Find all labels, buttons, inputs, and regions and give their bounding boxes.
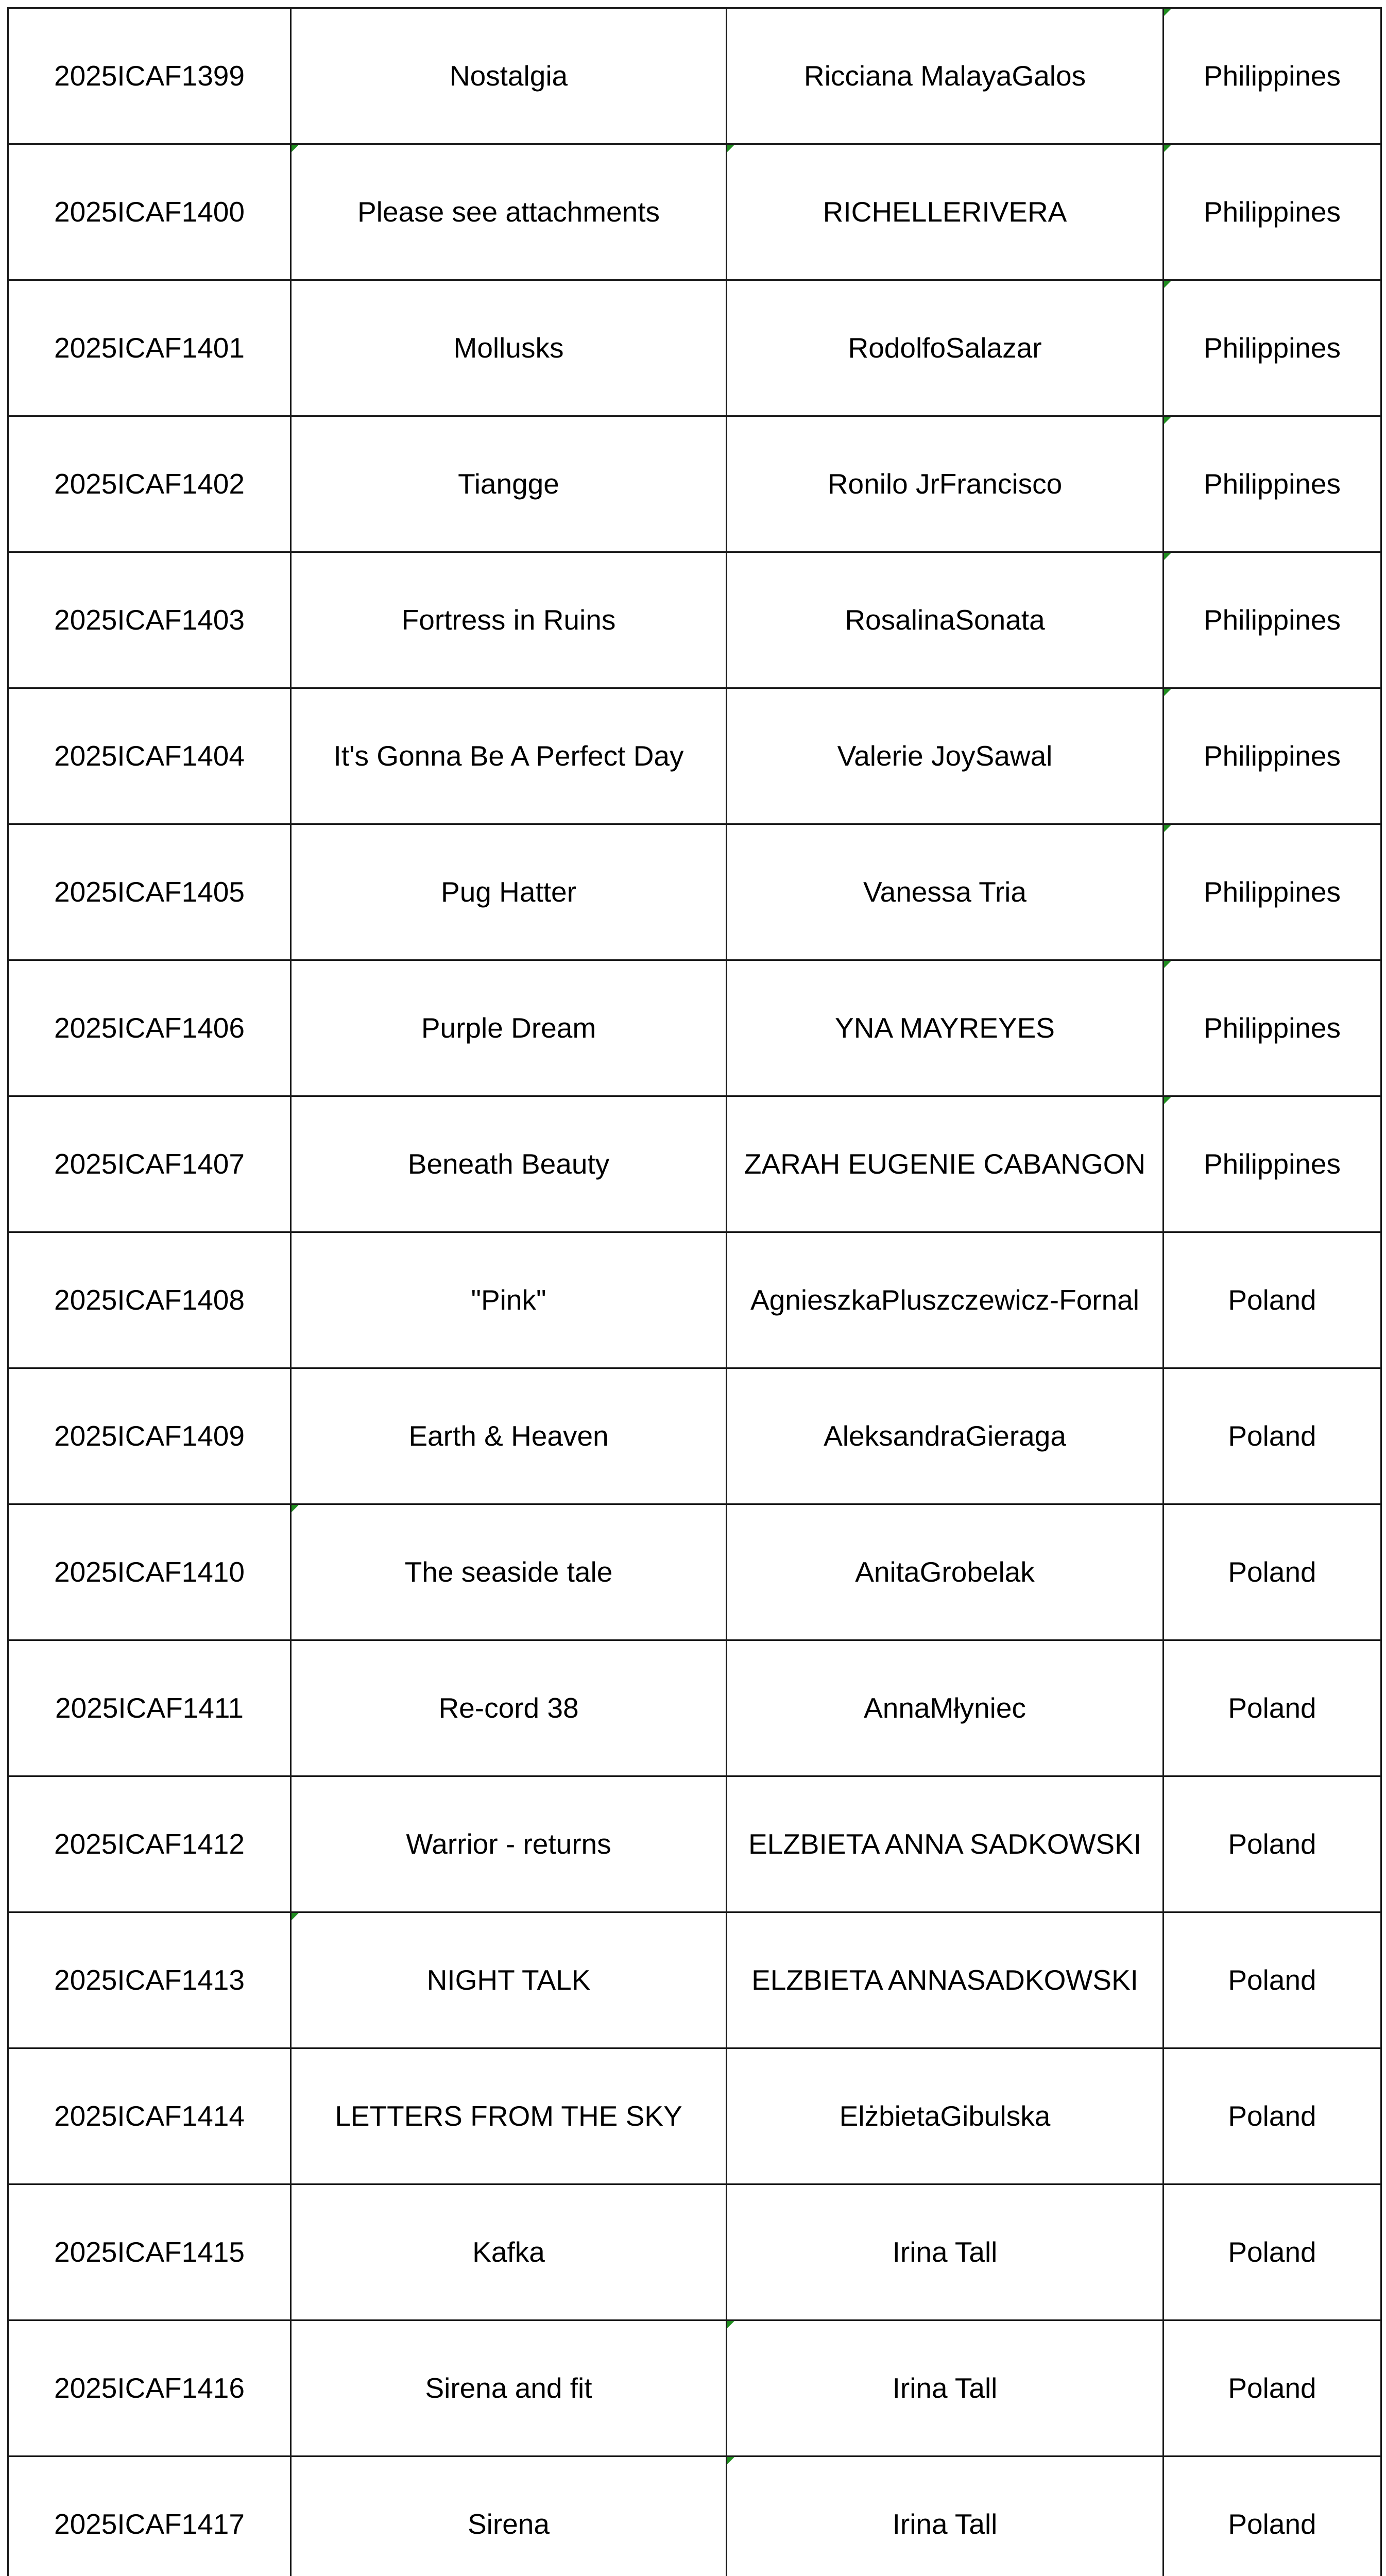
- artwork-title-cell[interactable]: [291, 1368, 727, 1504]
- artwork-title-cell[interactable]: [291, 2184, 727, 2320]
- table-row: [8, 1640, 1381, 1776]
- country-cell[interactable]: [1163, 552, 1381, 688]
- comment-indicator-icon: [727, 2457, 734, 2464]
- artwork-title-cell[interactable]: [291, 1640, 727, 1776]
- table-row: [8, 1368, 1381, 1504]
- artwork-title-cell[interactable]: [291, 144, 727, 280]
- entry-id-cell[interactable]: [8, 2320, 291, 2456]
- country-text: Philippines: [1203, 332, 1341, 364]
- artist-name-cell[interactable]: [727, 552, 1163, 688]
- artist-name-cell[interactable]: [727, 144, 1163, 280]
- entry-id-text: 2025ICAF1403: [54, 604, 245, 636]
- artist-name-text: Ronilo JrFrancisco: [827, 468, 1063, 500]
- entry-id-text: 2025ICAF1408: [54, 1284, 245, 1316]
- artist-name-text: Irina Tall: [892, 2508, 998, 2540]
- artist-name-text: RosalinaSonata: [845, 604, 1045, 636]
- artwork-title-text: Sirena: [468, 2508, 550, 2540]
- artist-name-text: AleksandraGieraga: [824, 1420, 1066, 1452]
- artist-name-text: Ricciana MalayaGalos: [803, 60, 1086, 92]
- artist-name-text: AnnaMłyniec: [864, 1692, 1026, 1724]
- artist-name-text: ELZBIETA ANNA SADKOWSKI: [748, 1828, 1142, 1860]
- entry-id-text: 2025ICAF1409: [54, 1420, 245, 1452]
- comment-indicator-icon: [1164, 281, 1171, 288]
- artist-name-cell[interactable]: [727, 688, 1163, 824]
- comment-indicator-icon: [1164, 1097, 1171, 1104]
- entry-id-text: 2025ICAF1402: [54, 468, 245, 500]
- artwork-title-text: Please see attachments: [357, 196, 660, 228]
- entry-id-text: 2025ICAF1400: [54, 196, 245, 228]
- artwork-title-cell[interactable]: [291, 2456, 727, 2576]
- country-text: Philippines: [1203, 604, 1341, 636]
- entry-id-text: 2025ICAF1414: [54, 2100, 245, 2132]
- country-text: Philippines: [1203, 1012, 1341, 1044]
- artist-name-text: ElżbietaGibulska: [839, 2100, 1051, 2132]
- entry-id-cell[interactable]: [8, 144, 291, 280]
- artist-name-text: AgnieszkaPluszczewicz-Fornal: [750, 1284, 1139, 1316]
- country-cell[interactable]: [1163, 1504, 1381, 1640]
- country-cell[interactable]: [1163, 144, 1381, 280]
- entry-id-cell[interactable]: [8, 2456, 291, 2576]
- artwork-title-text: Purple Dream: [421, 1012, 596, 1044]
- artwork-title-text: Kafka: [472, 2236, 545, 2268]
- artist-name-cell[interactable]: [727, 1096, 1163, 1232]
- entry-id-text: 2025ICAF1401: [54, 332, 245, 364]
- comment-indicator-icon: [1164, 961, 1171, 968]
- artist-name-text: Irina Tall: [892, 2372, 998, 2404]
- artwork-title-cell[interactable]: [291, 1096, 727, 1232]
- entry-id-text: 2025ICAF1416: [54, 2372, 245, 2404]
- entry-id-cell[interactable]: [8, 1504, 291, 1640]
- country-text: Poland: [1228, 2236, 1316, 2268]
- artist-name-cell[interactable]: [727, 1640, 1163, 1776]
- artwork-title-cell[interactable]: [291, 1776, 727, 1912]
- country-text: Philippines: [1203, 1148, 1341, 1180]
- artwork-title-text: It's Gonna Be A Perfect Day: [333, 740, 684, 772]
- country-cell[interactable]: [1163, 2048, 1381, 2184]
- table-row: [8, 1096, 1381, 1232]
- artwork-title-cell[interactable]: [291, 2048, 727, 2184]
- artwork-title-cell[interactable]: [291, 280, 727, 416]
- artist-name-text: YNA MAYREYES: [835, 1012, 1055, 1044]
- table-row: [8, 1232, 1381, 1368]
- entry-id-text: 2025ICAF1415: [54, 2236, 245, 2268]
- entry-id-cell[interactable]: [8, 960, 291, 1096]
- country-cell[interactable]: [1163, 2456, 1381, 2576]
- country-cell[interactable]: [1163, 688, 1381, 824]
- artwork-title-text: Re-cord 38: [438, 1692, 579, 1724]
- artwork-title-cell[interactable]: [291, 2320, 727, 2456]
- table-row: [8, 2048, 1381, 2184]
- table-row: [8, 280, 1381, 416]
- entry-id-text: 2025ICAF1412: [54, 1828, 245, 1860]
- comment-indicator-icon: [1164, 417, 1171, 424]
- artwork-title-cell[interactable]: [291, 824, 727, 960]
- entry-id-text: 2025ICAF1404: [54, 740, 245, 772]
- table-row: [8, 8, 1381, 144]
- artist-name-text: RICHELLERIVERA: [823, 196, 1067, 228]
- artist-name-cell[interactable]: [727, 1912, 1163, 2048]
- country-text: Poland: [1228, 2508, 1316, 2540]
- artist-name-cell[interactable]: [727, 824, 1163, 960]
- country-text: Poland: [1228, 1420, 1316, 1452]
- comment-indicator-icon: [292, 1913, 299, 1920]
- artwork-title-cell[interactable]: [291, 1504, 727, 1640]
- country-cell[interactable]: [1163, 960, 1381, 1096]
- comment-indicator-icon: [292, 145, 299, 152]
- artist-name-cell[interactable]: [727, 280, 1163, 416]
- entry-id-cell[interactable]: [8, 2184, 291, 2320]
- country-cell[interactable]: [1163, 1096, 1381, 1232]
- table-row: [8, 1776, 1381, 1912]
- artwork-title-text: Warrior - returns: [406, 1828, 611, 1860]
- table-row: [8, 2320, 1381, 2456]
- entry-id-cell[interactable]: [8, 280, 291, 416]
- country-cell[interactable]: [1163, 1640, 1381, 1776]
- artwork-title-text: Nostalgia: [449, 60, 568, 92]
- entry-id-text: 2025ICAF1410: [54, 1556, 245, 1588]
- country-text: Poland: [1228, 1828, 1316, 1860]
- entry-id-text: 2025ICAF1407: [54, 1148, 245, 1180]
- artwork-title-cell[interactable]: [291, 1912, 727, 2048]
- comment-indicator-icon: [292, 1505, 299, 1512]
- country-cell[interactable]: [1163, 1776, 1381, 1912]
- table-row: [8, 2184, 1381, 2320]
- entry-id-cell[interactable]: [8, 688, 291, 824]
- artist-name-cell[interactable]: [727, 1368, 1163, 1504]
- artwork-title-cell[interactable]: [291, 552, 727, 688]
- artist-name-cell[interactable]: [727, 960, 1163, 1096]
- comment-indicator-icon: [1164, 825, 1171, 832]
- country-text: Poland: [1228, 2100, 1316, 2132]
- artist-name-cell[interactable]: [727, 2320, 1163, 2456]
- country-cell[interactable]: [1163, 1232, 1381, 1368]
- artwork-title-text: Sirena and fit: [425, 2372, 592, 2404]
- comment-indicator-icon: [727, 145, 734, 152]
- comment-indicator-icon: [1164, 553, 1171, 560]
- entry-id-text: 2025ICAF1399: [54, 60, 245, 92]
- artwork-title-text: NIGHT TALK: [426, 1964, 591, 1996]
- artwork-title-text: Tiangge: [458, 468, 559, 500]
- artist-name-cell[interactable]: [727, 8, 1163, 144]
- artwork-title-text: "Pink": [471, 1284, 546, 1316]
- artist-name-text: Vanessa Tria: [863, 876, 1026, 908]
- entry-id-text: 2025ICAF1411: [55, 1692, 244, 1724]
- country-text: Philippines: [1203, 196, 1341, 228]
- entry-id-cell[interactable]: [8, 1912, 291, 2048]
- country-text: Poland: [1228, 1556, 1316, 1588]
- artist-name-cell[interactable]: [727, 416, 1163, 552]
- entry-id-cell[interactable]: [8, 1640, 291, 1776]
- country-cell[interactable]: [1163, 2184, 1381, 2320]
- comment-indicator-icon: [727, 2321, 734, 2328]
- artist-name-cell[interactable]: [727, 1776, 1163, 1912]
- country-cell[interactable]: [1163, 1368, 1381, 1504]
- artwork-title-cell[interactable]: [291, 960, 727, 1096]
- entry-id-cell[interactable]: [8, 1096, 291, 1232]
- entries-table-body: [8, 8, 1381, 2576]
- artwork-title-text: The seaside tale: [404, 1556, 613, 1588]
- country-text: Poland: [1228, 1964, 1316, 1996]
- country-text: Philippines: [1203, 60, 1341, 92]
- artwork-title-cell[interactable]: [291, 8, 727, 144]
- country-text: Poland: [1228, 1284, 1316, 1316]
- country-cell[interactable]: [1163, 416, 1381, 552]
- country-text: Poland: [1228, 1692, 1316, 1724]
- artwork-title-text: LETTERS FROM THE SKY: [335, 2100, 682, 2132]
- artwork-title-cell[interactable]: [291, 416, 727, 552]
- artwork-title-text: Fortress in Ruins: [401, 604, 616, 636]
- artwork-title-cell[interactable]: [291, 1232, 727, 1368]
- artwork-title-text: Beneath Beauty: [407, 1148, 610, 1180]
- entry-id-text: 2025ICAF1405: [54, 876, 245, 908]
- entry-id-text: 2025ICAF1406: [54, 1012, 245, 1044]
- entry-id-cell[interactable]: [8, 416, 291, 552]
- entry-id-text: 2025ICAF1413: [54, 1964, 245, 1996]
- country-text: Philippines: [1203, 740, 1341, 772]
- artwork-title-text: Mollusks: [453, 332, 564, 364]
- country-cell[interactable]: [1163, 1912, 1381, 2048]
- table-row: [8, 824, 1381, 960]
- entry-id-cell[interactable]: [8, 1776, 291, 1912]
- artist-name-text: AnitaGrobelak: [855, 1556, 1035, 1588]
- entry-id-cell[interactable]: [8, 8, 291, 144]
- artist-name-text: Valerie JoySawal: [837, 740, 1053, 772]
- comment-indicator-icon: [1164, 689, 1171, 696]
- artist-name-cell[interactable]: [727, 2184, 1163, 2320]
- country-cell[interactable]: [1163, 8, 1381, 144]
- artist-name-cell[interactable]: [727, 1504, 1163, 1640]
- entry-id-cell[interactable]: [8, 2048, 291, 2184]
- artist-name-cell[interactable]: [727, 2048, 1163, 2184]
- table-row: [8, 416, 1381, 552]
- artwork-title-text: Earth & Heaven: [408, 1420, 609, 1452]
- entries-table: [7, 7, 1382, 2576]
- comment-indicator-icon: [1164, 9, 1171, 16]
- artwork-title-cell[interactable]: [291, 688, 727, 824]
- artist-name-text: RodolfoSalazar: [848, 332, 1042, 364]
- artist-name-text: ELZBIETA ANNASADKOWSKI: [751, 1964, 1138, 1996]
- table-row: [8, 1504, 1381, 1640]
- table-row: [8, 552, 1381, 688]
- entry-id-cell[interactable]: [8, 1232, 291, 1368]
- country-text: Philippines: [1203, 468, 1341, 500]
- entry-id-cell[interactable]: [8, 1368, 291, 1504]
- entry-id-cell[interactable]: [8, 824, 291, 960]
- artist-name-cell[interactable]: [727, 1232, 1163, 1368]
- country-text: Poland: [1228, 2372, 1316, 2404]
- artist-name-cell[interactable]: [727, 2456, 1163, 2576]
- table-row: [8, 2456, 1381, 2576]
- entry-id-text: 2025ICAF1417: [54, 2508, 245, 2540]
- artist-name-text: ZARAH EUGENIE CABANGON: [744, 1148, 1146, 1180]
- artist-name-text: Irina Tall: [892, 2236, 998, 2268]
- country-text: Philippines: [1203, 876, 1341, 908]
- table-row: [8, 1912, 1381, 2048]
- table-row: [8, 688, 1381, 824]
- table-row: [8, 960, 1381, 1096]
- country-cell[interactable]: [1163, 2320, 1381, 2456]
- artwork-title-text: Pug Hatter: [441, 876, 576, 908]
- comment-indicator-icon: [1164, 145, 1171, 152]
- table-row: [8, 144, 1381, 280]
- country-cell[interactable]: [1163, 824, 1381, 960]
- country-cell[interactable]: [1163, 280, 1381, 416]
- entry-id-cell[interactable]: [8, 552, 291, 688]
